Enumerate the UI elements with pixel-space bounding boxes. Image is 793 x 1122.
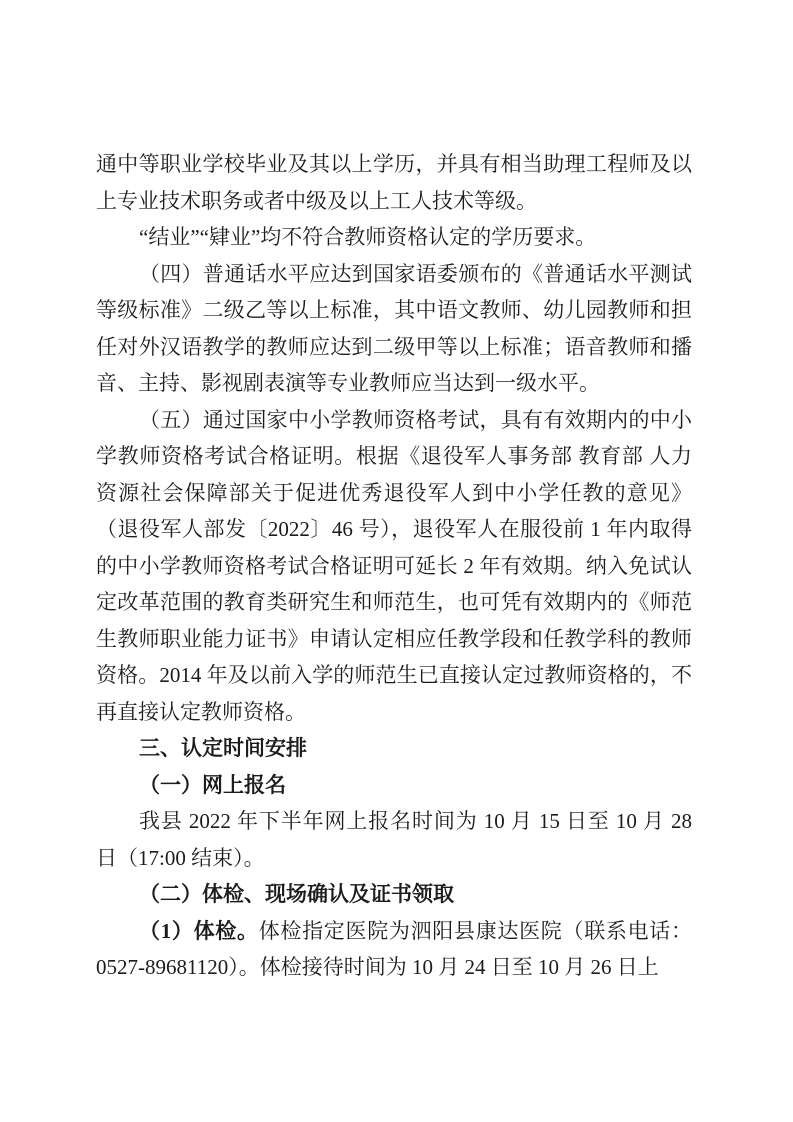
heading-paragraph	[96, 767, 692, 804]
body-paragraph	[96, 256, 692, 402]
body-paragraph	[96, 402, 692, 731]
text-run: 通中等职业学校毕业及其以上学历，并具有相当助理工程师及以上专业技术职务或者中级及以上工人技术等级。	[96, 152, 692, 213]
body-paragraph	[96, 913, 692, 986]
bold-text-run: 三、认定时间安排	[139, 736, 307, 760]
text-run: （五）通过国家中小学教师资格考试，具有有效期内的中小学教师资格考试合格证明。根据《退役军人事务部 教育部 人力资源社会保障部关于促进优秀退役军人到中小学任教的意见》（退役军人部发〔2022〕46 号），退役军人在服役前 1 年内取得的中小学教师资格考试合格证明可延长 2 年有效期。纳入免试认定改革范围的教育类研究生和师范生，也可凭有效期内的《师范生教师职业能力证书》申请认定相应任教学段和任教学科的教师资格。2014 年及以前入学的师范生已直接认定过教师资格的，不再直接认定教师资格。	[96, 407, 692, 724]
bold-text-run: （1）体检。	[139, 918, 259, 943]
heading-paragraph	[96, 730, 692, 767]
body-paragraph	[96, 219, 692, 256]
bold-text-run: （二）体检、现场确认及证书领取	[139, 882, 454, 906]
text-block	[96, 146, 692, 986]
text-run: 体检指定医院为泗阳县康达医院（联系电话：0527-89681120）。体检接待时间为 10 月 24 日至 10 月 26 日上	[96, 918, 693, 979]
text-run: 我县 2022 年下半年网上报名时间为 10 月 15 日至 10 月 28 日（17:00 结束）。	[96, 809, 692, 870]
text-run: （四）普通话水平应达到国家语委颁布的《普通话水平测试等级标准》二级乙等以上标准，其中语文教师、幼儿园教师和担任对外汉语教学的教师应达到二级甲等以上标准；语音教师和播音、主持、影视剧表演等专业教师应当达到一级水平。	[96, 261, 692, 395]
text-run: “结业”“肄业”均不符合教师资格认定的学历要求。	[139, 225, 597, 249]
heading-paragraph	[96, 876, 692, 913]
body-paragraph	[96, 146, 692, 219]
body-paragraph	[96, 803, 692, 876]
bold-text-run: （一）网上报名	[139, 772, 286, 797]
